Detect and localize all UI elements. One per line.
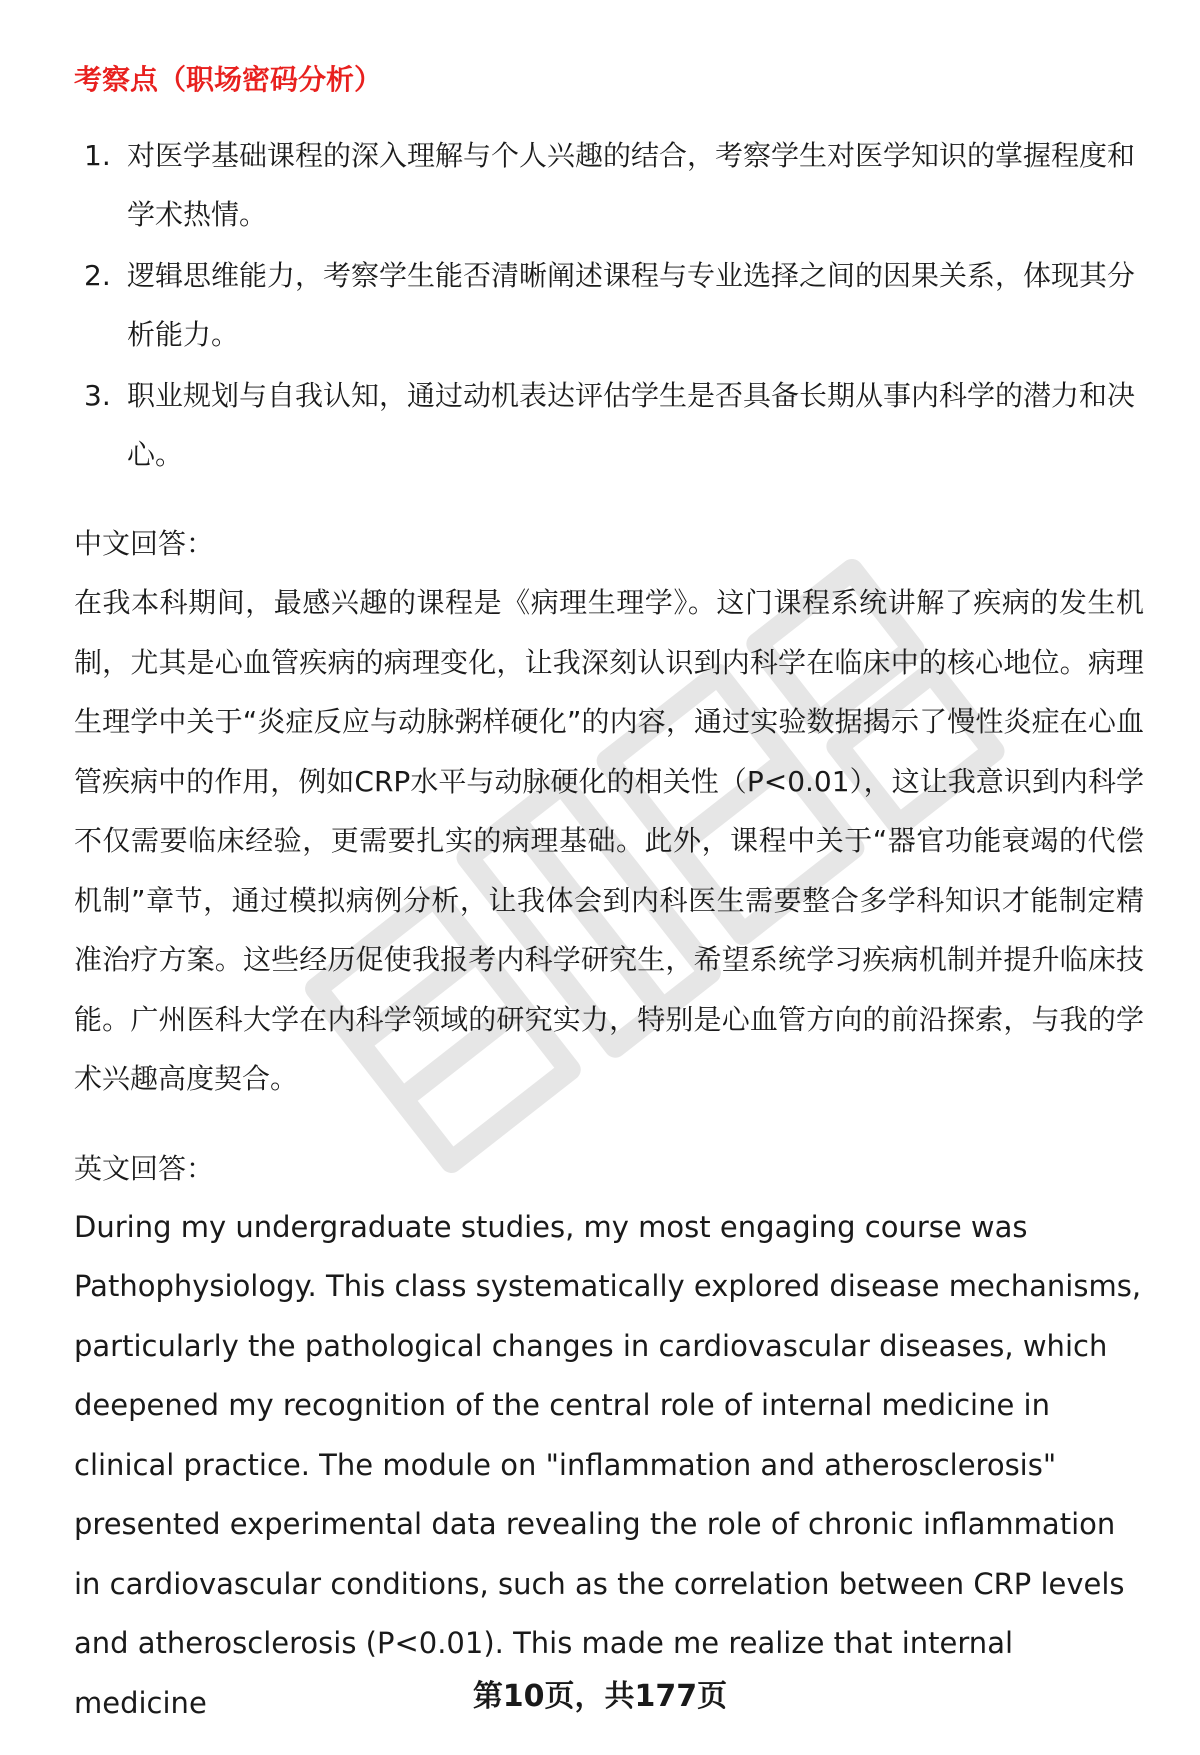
list-item-number: 3. <box>84 379 111 412</box>
main-content <box>74 56 1144 1733</box>
english-answer-label: 英文回答： <box>74 1151 215 1185</box>
assessment-points-list <box>74 126 1144 484</box>
english-answer-text: During my undergraduate studies, my most engaging course was Pathophysiology. This class systematically explored disease mechanisms, particularly the pathological changes in cardiovascular diseases, which deepened my recognition of the central role of internal medicine in clinical practice. The module on "inflammation and atherosclerosis" presented experimental data revealing the role of chronic inflammation in cardiovascular conditions, such as the correlation between CRP levels and atherosclerosis (P<0.01). This made me realize that internal medicine <box>74 1209 1142 1720</box>
list-item-text: 对医学基础课程的深入理解与个人兴趣的结合，考察学生对医学知识的掌握程度和学术热情。 <box>127 139 1136 231</box>
chinese-answer-label: 中文回答： <box>74 527 215 560</box>
section-title: 考察点（职场密码分析） <box>74 63 383 96</box>
chinese-answer-text: 在我本科期间，最感兴趣的课程是《病理生理学》。这门课程系统讲解了疾病的发生机制，尤其是心血管疾病的病理变化，让我深刻认识到内科学在临床中的核心地位。病理生理学中关于“炎症反应与动脉粥样硬化”的内容，通过实验数据揭示了慢性炎症在心血管疾病中的作用，例如CRP水平与动脉硬化的相关性（P<0.01），这让我意识到内科学不仅需要临床经验，更需要扎实的病理基础。此外，课程中关于“器官功能衰竭的代偿机制”章节，通过模拟病例分析，让我体会到内科医生需要整合多学科知识才能制定精准治疗方案。这些经历促使我报考内科学研究生，希望系统学习疾病机制并提升临床技能。广州医科大学在内科学领域的研究实力，特别是心血管方向的前沿探索，与我的学术兴趣高度契合。 <box>74 586 1144 1095</box>
list-item-text: 职业规划与自我认知，通过动机表达评估学生是否具备长期从事内科学的潜力和决心。 <box>127 379 1136 471</box>
page-number-footer: 第10页，共177页 <box>472 1679 728 1714</box>
list-item <box>74 246 1144 364</box>
list-item <box>74 126 1144 244</box>
list-item-text: 逻辑思维能力，考察学生能否清晰阐述课程与专业选择之间的因果关系，体现其分析能力。 <box>127 259 1136 351</box>
list-item-number: 1. <box>84 139 111 172</box>
list-item <box>74 366 1144 484</box>
list-item-number: 2. <box>84 259 111 292</box>
